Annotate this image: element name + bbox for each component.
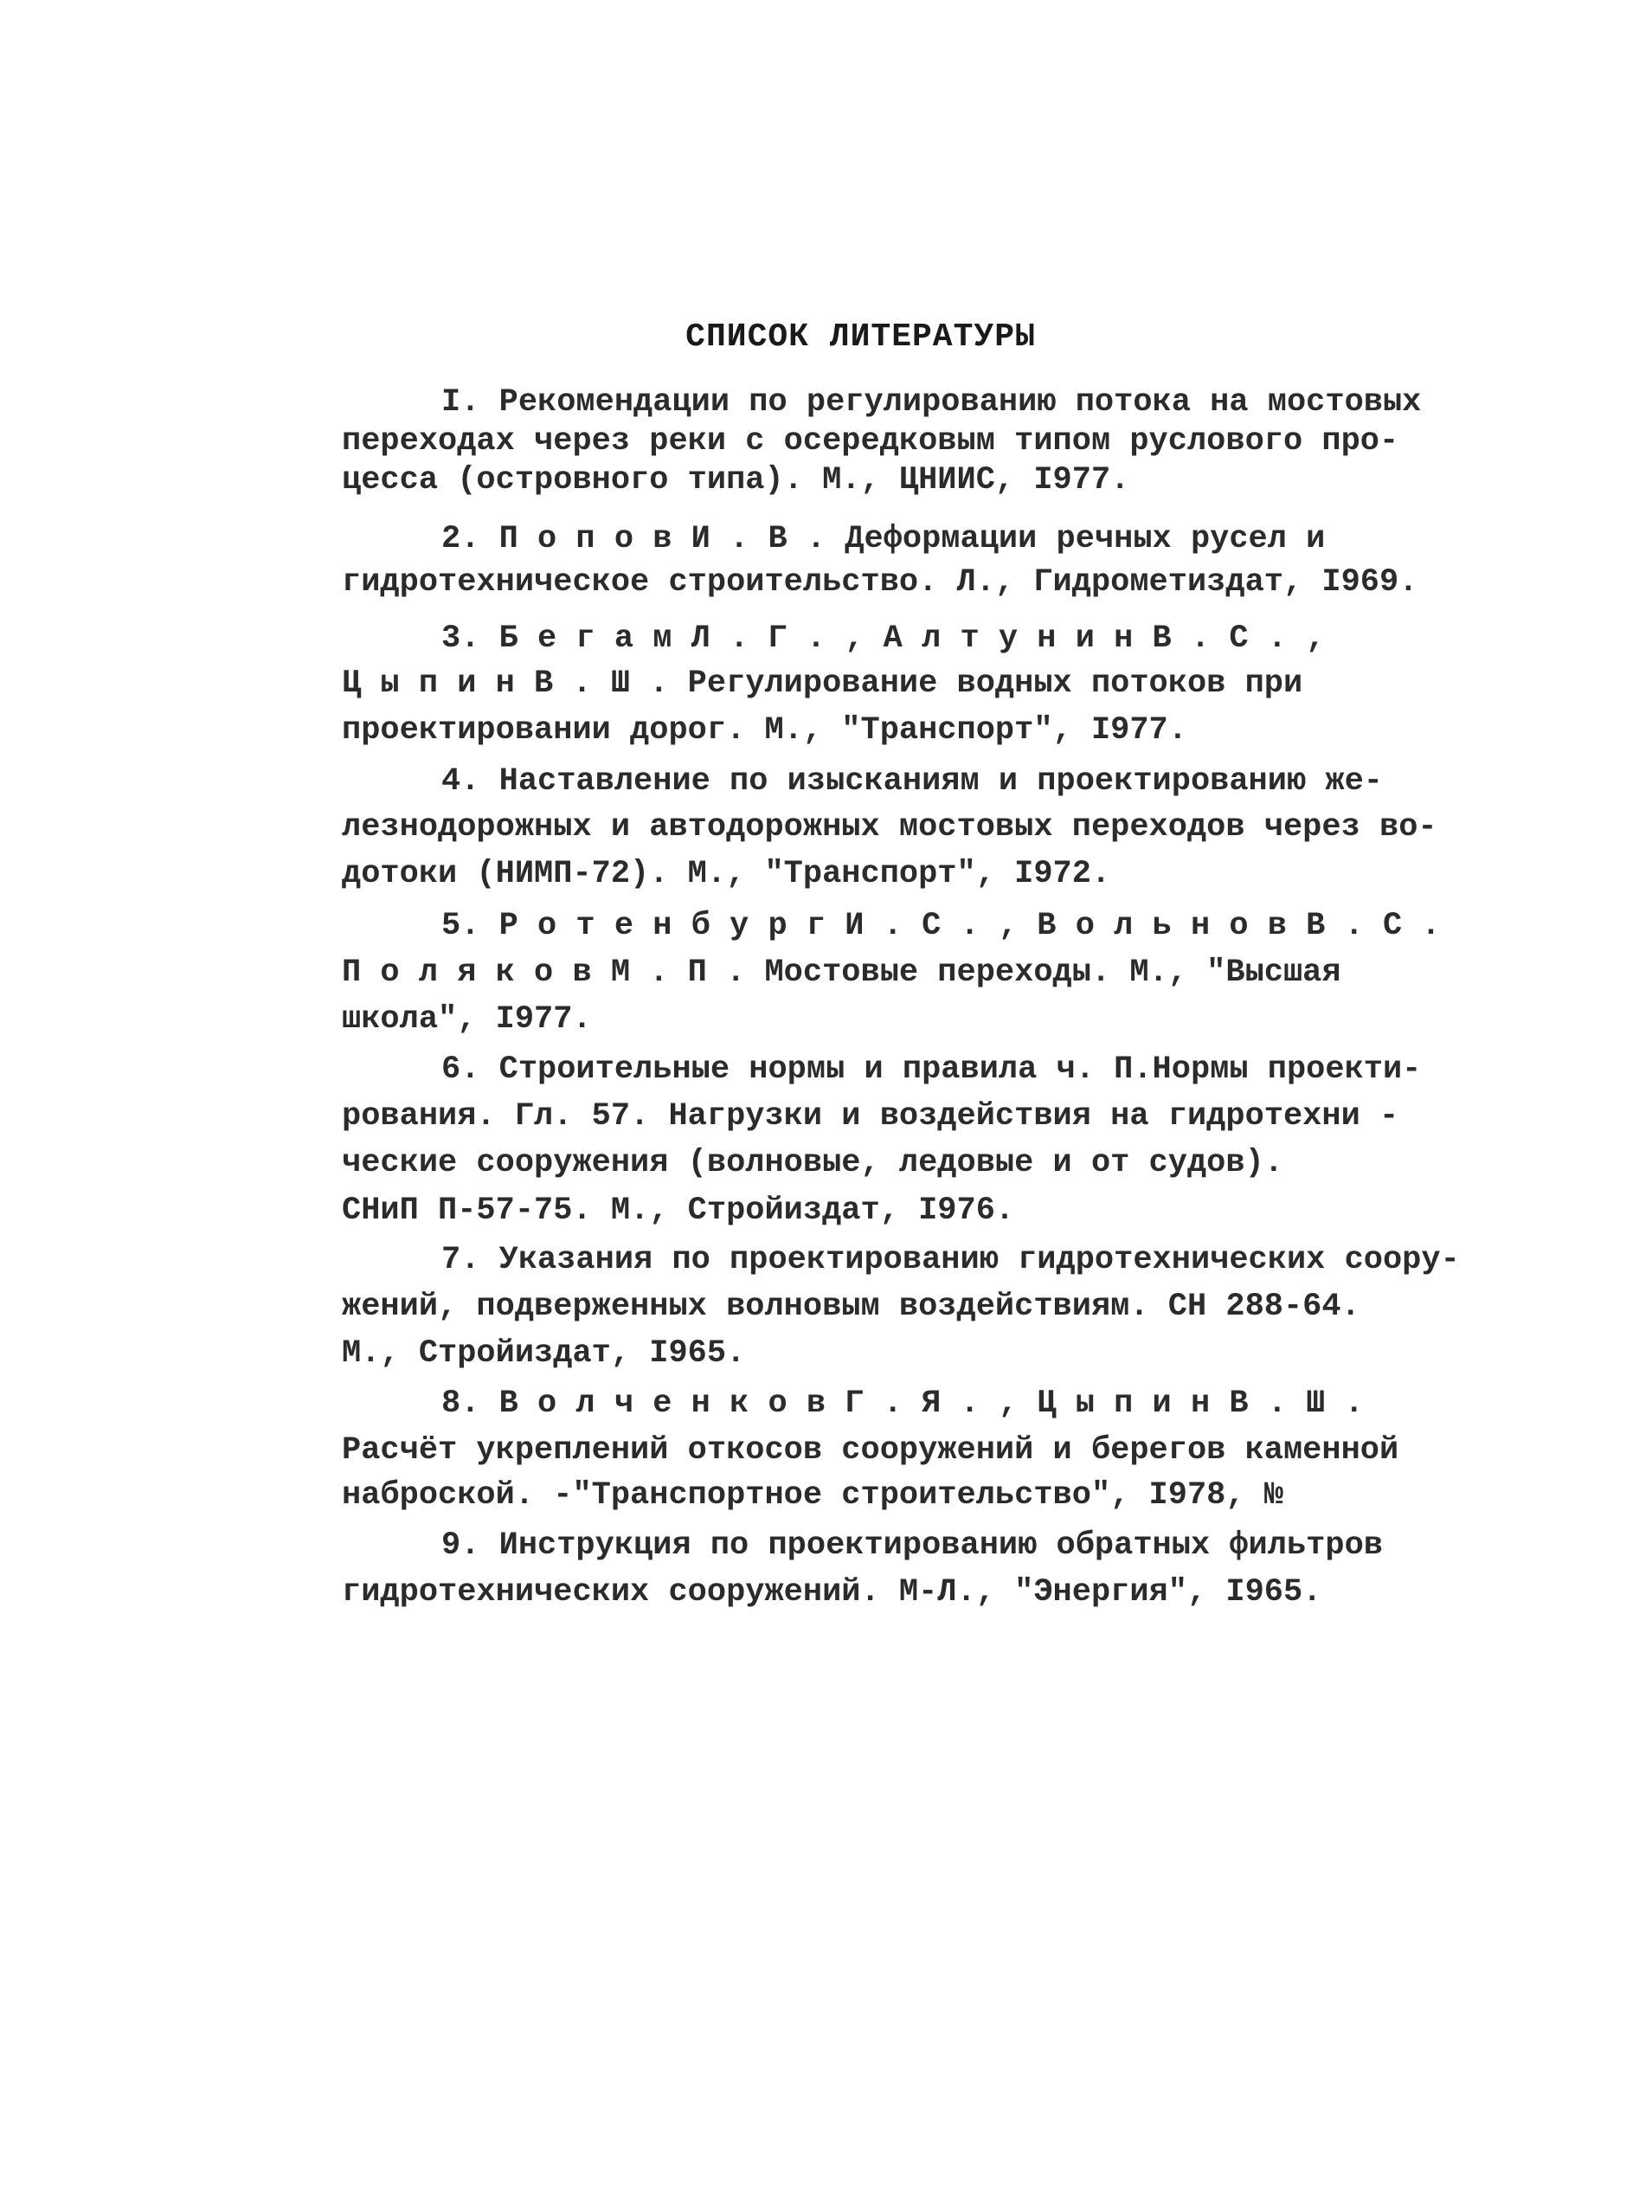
page-title: СПИСОК ЛИТЕРАТУРЫ — [685, 318, 1036, 356]
ref-5-line-2: П о л я к о в М . П . Мостовые переходы. М., "Высшая — [342, 955, 1341, 991]
ref-1-line-1: I. Рекомендации по регулированию потока на мостовых — [441, 384, 1422, 421]
ref-7-line-2: жений, подверженных волновым воздействиям. СН 288-64. — [342, 1289, 1360, 1325]
ref-6-line-1: 6. Строительные нормы и правила ч. П.Нормы проекти- — [441, 1051, 1422, 1088]
ref-7-line-3: М., Стройиздат, I965. — [342, 1335, 746, 1372]
ref-2-line-1: 2. П о п о в И . В . Деформации речных русел и — [441, 521, 1326, 557]
ref-8-line-3: наброской. -"Транспортное строительство", I978, № — [342, 1477, 1283, 1514]
ref-5-line-3: школа", I977. — [342, 1001, 592, 1038]
ref-3-line-1: 3. Б е г а м Л . Г . , А л т у н и н В . С . , — [441, 621, 1326, 657]
ref-6-line-2: рования. Гл. 57. Нагрузки и воздействия на гидротехни - — [342, 1098, 1399, 1135]
ref-8-line-2: Расчёт укреплений откосов сооружений и берегов каменной — [342, 1432, 1399, 1469]
ref-4-line-1: 4. Наставление по изысканиям и проектированию же- — [441, 763, 1383, 800]
ref-9-line-1: 9. Инструкция по проектированию обратных фильтров — [441, 1527, 1383, 1564]
ref-6-line-3: ческие сооружения (волновые, ледовые и от судов). — [342, 1145, 1283, 1181]
ref-5-line-1: 5. Р о т е н б у р г И . С . , В о л ь н о в В . С . — [441, 908, 1441, 944]
ref-1-line-3: цесса (островного типа). М., ЦНИИС, I977. — [342, 462, 1130, 498]
ref-9-line-2: гидротехнических сооружений. М-Л., "Энергия", I965. — [342, 1574, 1322, 1611]
ref-1-line-2: переходах через реки с осередковым типом руслового про- — [342, 423, 1399, 460]
ref-8-line-1: 8. В о л ч е н к о в Г . Я . , Ц ы п и н В . Ш . — [441, 1386, 1364, 1422]
ref-7-line-1: 7. Указания по проектированию гидротехнических соору- — [441, 1242, 1460, 1278]
ref-2-line-2: гидротехническое строительство. Л., Гидрометиздат, I969. — [342, 564, 1418, 601]
ref-3-line-2: Ц ы п и н В . Ш . Регулирование водных потоков при — [342, 666, 1303, 702]
ref-4-line-2: лезнодорожных и автодорожных мостовых переходов через во- — [342, 809, 1437, 846]
ref-4-line-3: дотоки (НИМП-72). М., "Транспорт", I972. — [342, 856, 1111, 892]
ref-6-line-4: СНиП П-57-75. М., Стройиздат, I976. — [342, 1193, 1015, 1229]
ref-3-line-3: проектировании дорог. М., "Транспорт", I977. — [342, 712, 1187, 749]
